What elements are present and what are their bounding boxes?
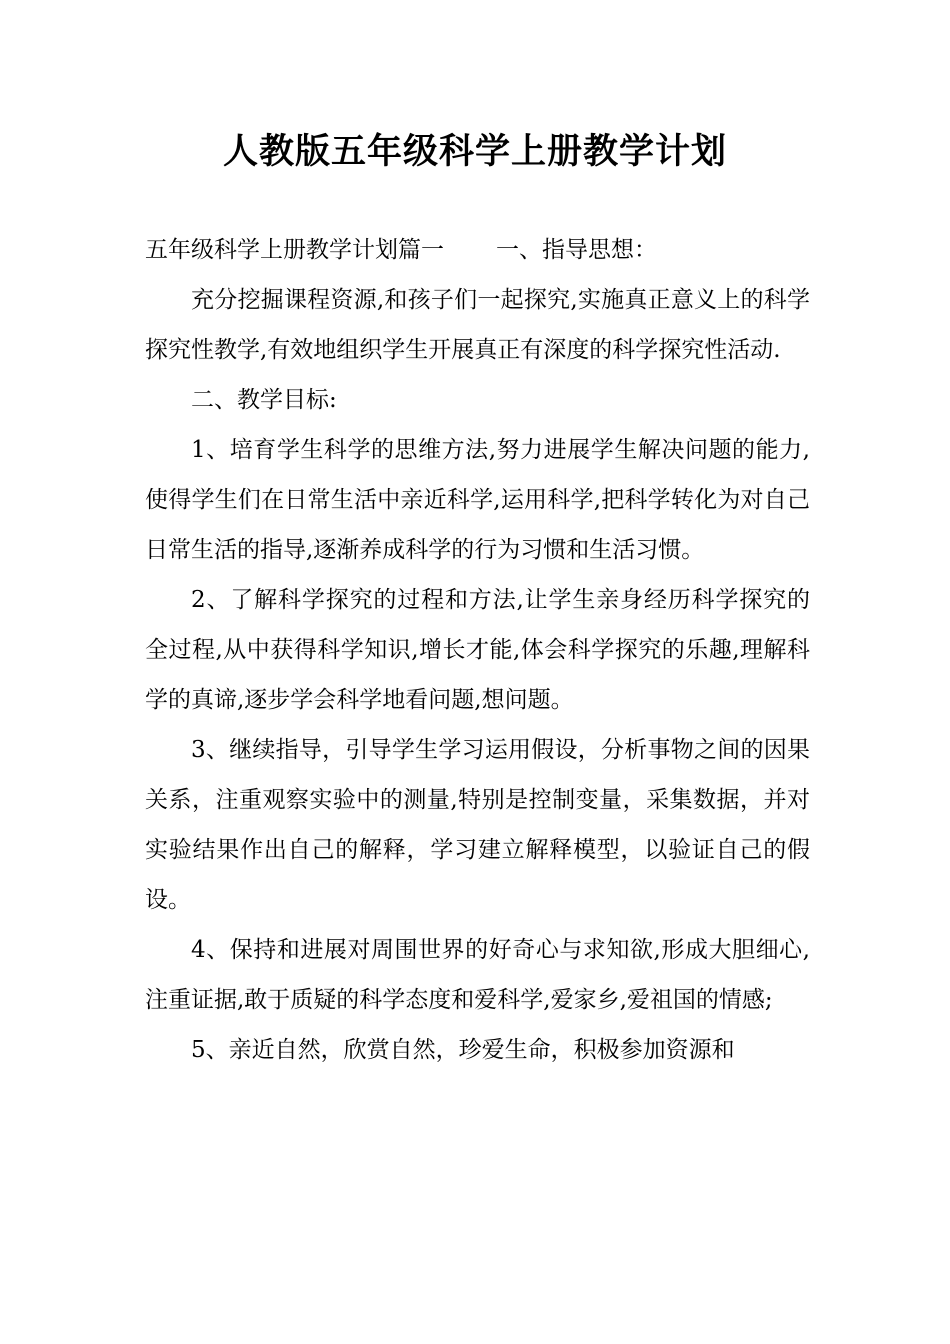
document-body [145,225,810,1075]
goal-item-1: 1、培育学生科学的思维方法,努力进展学生解决问题的能力,使得学生们在日常生活中亲近科学,运用科学,把科学转化为对自己日常生活的指导,逐渐养成科学的行为习惯和生活习惯。 [145,437,810,563]
goal-item-5: 5、亲近自然，欣赏自然，珍爱生命，积极参加资源和 [191,1037,735,1063]
section-heading-teaching-goals: 二、教学目标: [191,387,337,413]
part-label: 五年级科学上册教学计划篇一 [145,237,444,263]
intro-line [145,225,810,275]
goal-item-3: 3、继续指导，引导学生学习运用假设，分析事物之间的因果关系，注重观察实验中的测量,特别是控制变量，采集数据，并对实验结果作出自己的解释，学习建立解释模型，以验证自己的假设。 [145,737,810,913]
paragraph-guiding-ideology: 充分挖掘课程资源,和孩子们一起探究,实施真正意义上的科学探究性教学,有效地组织学生开展真正有深度的科学探究性活动. [145,287,810,363]
section-heading-guiding-ideology: 一、指导思想： [496,237,657,263]
document-title: 人教版五年级科学上册教学计划 [222,132,727,172]
goal-item-4: 4、保持和进展对周围世界的好奇心与求知欲,形成大胆细心,注重证据,敢于质疑的科学态度和爱科学,爱家乡,爱祖国的情感; [145,937,810,1013]
goal-item-2: 2、了解科学探究的过程和方法,让学生亲身经历科学探究的全过程,从中获得科学知识,增长才能,体会科学探究的乐趣,理解科学的真谛,逐步学会科学地看问题,想问题。 [145,587,810,713]
